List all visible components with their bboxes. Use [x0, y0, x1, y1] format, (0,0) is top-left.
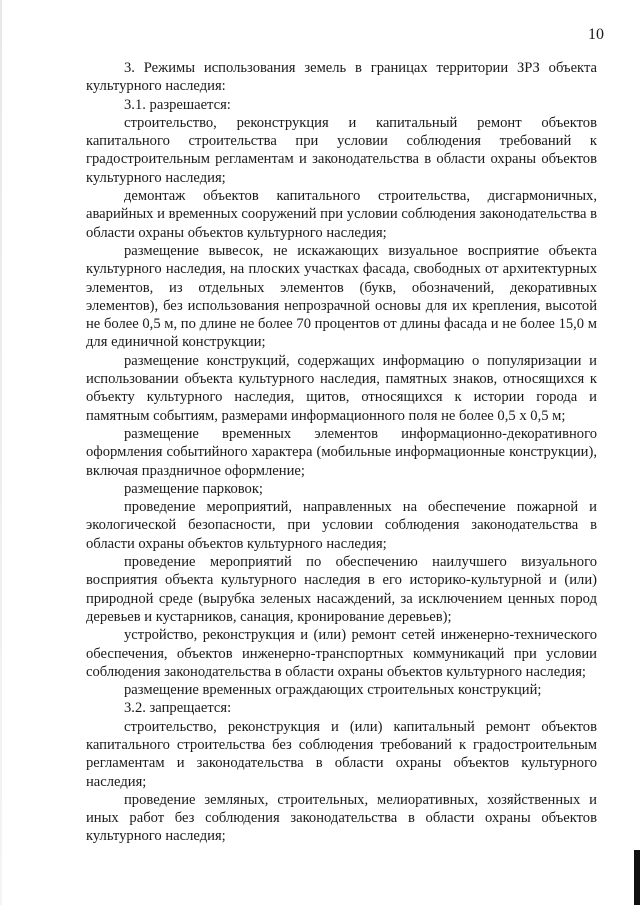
subsection-3-2-heading: 3.2. запрещается:	[124, 700, 232, 717]
scan-edge-mark	[634, 850, 640, 905]
scan-left-edge	[0, 0, 2, 905]
paragraph: демонтаж объектов капитального строительства, дисгармоничных, аварийных и временных сооружений при условии соблюдения законодательства в области охраны объектов культурного наследия;	[86, 188, 597, 241]
paragraph: размещение временных ограждающих строительных конструкций;	[124, 682, 542, 699]
subsection-3-1-heading: 3.1. разрешается:	[124, 96, 231, 113]
paragraph: размещение временных элементов информационно-декоративного оформления событийного характера (мобильные информационные конструкции), включая праздничное оформление;	[86, 425, 597, 479]
paragraph: проведение мероприятий по обеспечению наилучшего визуального восприятия объекта культурного наследия в его историко-культурной и (или) природной среде (вырубка зеленых насаждений, за исключением ценных пород деревьев и кустарников, санация, кронирование деревьев);	[86, 554, 597, 625]
paragraph: устройство, реконструкция и (или) ремонт сетей инженерно-технического обеспечения, объектов инженерно-транспортных коммуникаций при условии соблюдения законодательства в области охраны объектов культурного наследия;	[86, 627, 597, 680]
paragraph: проведение земляных, строительных, мелиоративных, хозяйственных и иных работ без соблюдения законодательства в области охраны объектов культурного наследия;	[86, 791, 597, 845]
paragraph: размещение вывесок, не искажающих визуальное восприятие объекта культурного наследия, на плоских участках фасада, свободных от архитектурных элементов, из отдельных элементов (букв, обозначений, декоративных элементов), без использования непрозрачной основы для их крепления, высотой не более 0,5 м, по длине не более 70 процентов от длины фасада и не более 15,0 м для единичной конструкции;	[86, 242, 597, 351]
paragraph: строительство, реконструкция и капитальный ремонт объектов капитального строительства при условии соблюдения требований к градостроительным регламентам и законодательства в области охраны объектов культурного наследия;	[86, 114, 597, 186]
section-3-heading: 3. Режимы использования земель в границах территории ЗРЗ объекта культурного наследия:	[86, 60, 597, 95]
page-number: 10	[588, 26, 604, 43]
document-body	[86, 59, 597, 846]
paragraph: строительство, реконструкция и (или) капитальный ремонт объектов капитального строительства без соблюдения требований к градостроительным регламентам и законодательства в области охраны объектов культурного наследия;	[86, 718, 597, 790]
paragraph: размещение парковок;	[124, 480, 263, 497]
paragraph: размещение конструкций, содержащих информацию о популяризации и использовании объекта культурного наследия, памятных знаков, относящихся к объекту культурного наследия, щитов, относящихся к истории города и памятным событиям, размерами информационного поля не более 0,5 х 0,5 м;	[86, 352, 597, 424]
paragraph: проведение мероприятий, направленных на обеспечение пожарной и экологической безопасности, при условии соблюдения законодательства в области охраны объектов культурного наследия;	[86, 499, 597, 552]
